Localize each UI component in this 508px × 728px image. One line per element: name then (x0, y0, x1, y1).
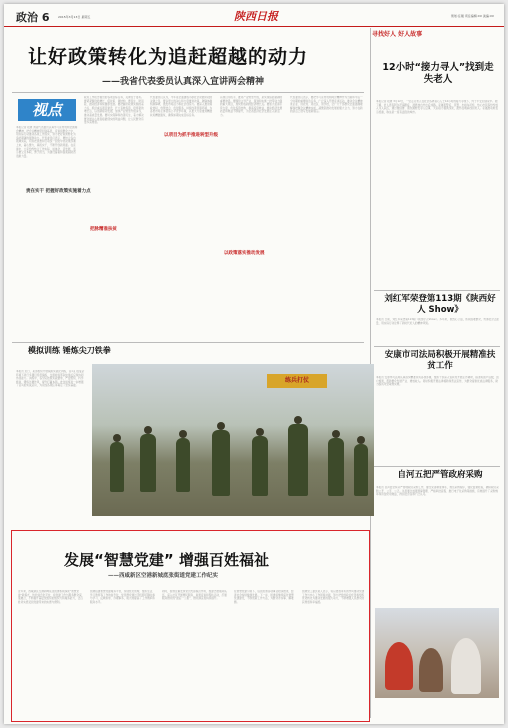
person-figure (451, 638, 481, 694)
feature-text-4: 在智慧党建引领下，底张街道各项事业稳步推进，经济社会持续健康发展。下一步，街道将继续深化智慧党建建设，不断创新工作方法，为群众办实事、解难题。 (234, 590, 294, 604)
text-column-3: 代表委员们认为，今年是全面建成小康社会决胜阶段的关键之年，要以更大的决心和力度推进改革，破除体制机制障碍，激发市场活力和社会创造力。要深入推进简政放权、放管结合、优化服务，持续改善营商环境，为各类市场主体营造公平竞争环境，以更大力度推进精准扶贫精准脱贫，确保如期完成目标任务。 (150, 96, 213, 117)
header-credits: 策划:任刚 责任编辑:XX 美编:XX (450, 14, 494, 18)
divider (374, 466, 500, 467)
subhead-1: 贵在实干 把握好政策实施着力点 (26, 189, 91, 194)
right-text-3: 本报讯 安康市司法局认真落实精准扶贫各项部署，组织干部深入包扶村开展走访调研，摸清贫困户底数，因户施策，帮助群众发展产业、增加收入。同时积极开展法律援助和普法宣传，为群众提供优质法律服务，助力脱贫攻坚取得实效。 (376, 376, 499, 387)
right-headline-2: 刘红军荣登第113期《陕西好人 Show》 (384, 294, 496, 315)
soldier-figure (354, 444, 368, 496)
viewpoint-badge: 视点 (18, 99, 76, 121)
right-headline-3: 安康市司法局积极开展精准扶贫工作 (384, 350, 496, 371)
page-header (4, 4, 504, 27)
soldier-figure (328, 438, 344, 496)
person-figure (419, 648, 443, 692)
feature-subheadline: ——西咸新区空港新城底张街道党建工作纪实 (108, 573, 219, 579)
feature-text-5: 街道党工委负责人表示，将以更加务实的作风推动党建工作与中心工作同频共振，努力把党的政治优势和组织优势转化为推动发展的强大动力，不断增强人民群众的获得感和幸福感。 (302, 590, 365, 604)
right-headline-1: 12小时“接力寻人”找到走失老人 (382, 62, 494, 85)
subhead-2: 以项目为抓手推进转型升级 (164, 133, 218, 138)
text-column-2: 政府工作报告提出的各项目标任务，关键在于落实。要紧紧围绕稳增长、促改革、调结构、惠民生、防风险，推动经济持续健康发展。要把握好政策实施的着力点，抓好重点项目建设，扩大有效投资，培育新的增长点，以创新驱动发展，加快产业转型升级步伐，推动高质量发展。要切实保障和改善民生，着力解决群众最关心最直接最现实的利益问题，让人民群众有更多获得感。 (84, 96, 144, 125)
feature-headline: 发展“智慧党建” 增强百姓福祉 (64, 551, 269, 569)
divider (374, 346, 500, 347)
training-photo (92, 364, 374, 516)
section-label: 政治 6 (16, 11, 50, 24)
main-subheadline: ——我省代表委员认真深入宣讲两会精神 (102, 77, 265, 87)
soldier-figure (252, 436, 268, 496)
divider (12, 342, 364, 343)
text-column-5: 代表委员们表示，要把学习宣传贯彻两会精神作为当前和今后一个时期的重要政治任务，广泛深入开展宣讲活动，推动会议精神进企业、进农村、进社区、进学校，让广大干部群众全面准确理解和把握会议精神实质，凝聚起推动发展的强大合力，努力在新的起点上谱写发展新篇章。 (290, 96, 363, 114)
newspaper-logo: 陕西日报 (234, 10, 278, 23)
feature-left-title: 模拟训练 锤炼尖刀铁拳 (28, 346, 111, 355)
right-headline-4: 自河五把严管政府采购 (397, 470, 483, 480)
divider (12, 92, 364, 93)
person-figure (385, 642, 413, 690)
soldier-figure (110, 442, 124, 492)
right-text-1: 本报记者 报道 3月12日，一位走失老人在社会各界爱心人士12小时的接力寻找下，终于平安回到家中。据了解，老人患有阿尔茨海默症，清晨独自外出后迷路。家属报警后，民警、出租车司机、热心市民等纷纷加入寻人队伍，通过微信群、朋友圈转发寻人启事，大家接力提供线索，最终在晚间找到老人。家属激动地表示感谢，称这是一座有温度的城市。 (376, 100, 498, 114)
photo-banner: 练兵打仗 (267, 374, 327, 388)
feature-text-1: 近年来，西咸新区空港新城底张街道积极探索“智慧党建”新模式，依托信息化平台，将党建工作与服务群众深度融合，不断提升基层党组织的组织力和服务能力，让百姓切实感受到党建带来的实惠与便利。 (18, 590, 83, 604)
soldier-figure (212, 430, 230, 496)
feature-text-3: 同时，街道注重发挥党员先锋模范作用，组建志愿服务队伍，深入社区开展便民服务、政策宣讲和帮扶活动，打通服务群众的“最后一公里”，群众满意度持续提升。 (162, 590, 227, 601)
right-column-tag: 寻找好人 好人故事 (372, 31, 423, 38)
right-text-4: 本报讯 白河县坚持从严管理政府采购工作，健全完善制度体系，规范采购程序，强化监督检查，确保政府采购公开、公平、公正。该县通过加强预算管理、严格审批流程、推行电子化采购等措施，有效提升了采购效率和资金使用效益，得到社会各界广泛认可。 (376, 486, 499, 497)
subhead-4: 以政策落实推动发展 (224, 251, 265, 256)
subhead-3: 把脉精准扶贫 (90, 227, 117, 232)
divider (374, 290, 500, 291)
feature-photo (375, 608, 499, 698)
main-headline: 让好政策转化为追赶超越的动力 (28, 46, 309, 68)
feature-text-2: 街道搭建智慧党建服务平台，实现党员管理、组织生活、学习教育等工作的信息化，党员群众通过手机即可随时参与学习、反映诉求、办理事务，极大地提高了工作效率和服务水平。 (90, 590, 155, 604)
soldier-figure (176, 438, 190, 492)
newspaper-page (4, 4, 504, 724)
right-text-2: 本报讯 日前，刘红军荣登第113期《陕西好人Show》。多年来，他热心公益，帮扶困难群众，传递社会正能量，用实际行动诠释了新时代好人的精神风貌。 (376, 318, 500, 325)
text-column-4: 以项目为抓手，推进产业转型升级，是实现追赶超越的重要途径。要围绕主导产业，谋划和实施一批带动力强的重大项目，加快形成新的经济增长点。要加大招商引资力度，优化投资结构，提高投资效益，推动经济发展质量和效益不断提升，为全省经济社会发展注入新活力。 (220, 96, 283, 117)
soldier-figure (140, 434, 156, 492)
text-column-1: 本报记者 报道 我省代表委员认真学习宣传贯彻全国两会精神，把会议精神带回到基层，宣讲到群众之中，用实际行动推动各项工作落实，努力把好政策转化为追赶超越的强劲动力。代表委员们表示，要结合各自领域实际，切实把思想和行动统一到党中央决策部署上来，凝心聚力，真抓实干，不断开创新局面。在宣讲中，大家纷纷结合工作实际，谈体会，话发展，表示要立足本职，勇于担当，为建设富裕和谐美丽陕西贡献力量。 (16, 126, 78, 158)
soldier-figure (288, 424, 308, 496)
left-feature-text: 本报讯 近日，某部组织开展模拟实战化训练，官兵们在复杂环境下进行多课目连贯演练，全面检验部队快速反应和协同作战能力。训练中，各分队按照实战要求，严密组织，科学施训，锤炼过硬作风，提升打赢本领。此次训练进一步增强了官兵的实战意识，为完成各项任务奠定了坚实基础。 (16, 370, 85, 388)
header-date: 2015年3月13日 星期五 (58, 15, 91, 19)
